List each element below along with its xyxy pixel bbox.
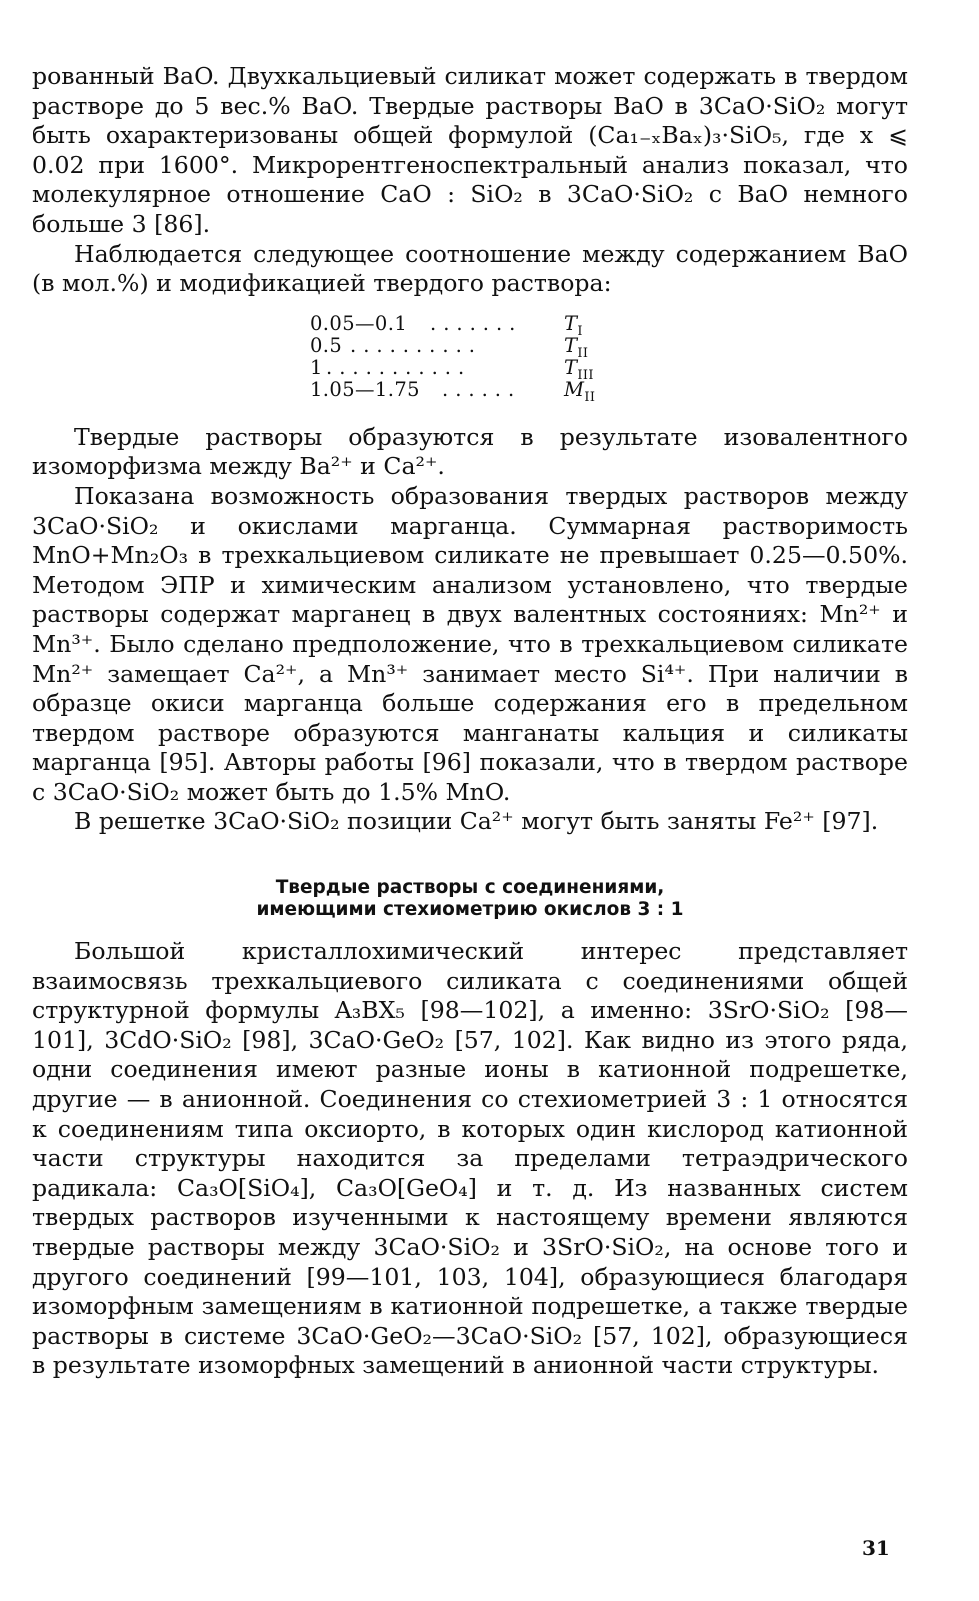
- paragraph-bao-modification-intro: Наблюдается следующее соотношение между содержанием BaO (в мол.%) и модификацией твердого раствора:: [32, 239, 908, 298]
- phase-subscript: I: [577, 323, 583, 339]
- phase-subscript: III: [577, 367, 594, 383]
- phase-subscript: II: [577, 345, 589, 361]
- bao-content-value: 0.5: [310, 333, 343, 357]
- bao-content-value: 1: [310, 355, 323, 379]
- page-body: [32, 62, 908, 1381]
- phase-letter: T: [564, 333, 578, 357]
- leader-dots: . . . . . .: [442, 378, 515, 401]
- bao-content-value: 1.05—1.75: [310, 377, 420, 401]
- leader-dots: . . . . . . . . . .: [350, 334, 476, 357]
- modification-row: [310, 311, 908, 339]
- leader-dots: . . . . . . . . . . .: [326, 356, 465, 379]
- phase-label: [564, 377, 596, 405]
- paragraph-isovalent-isomorphism: Твердые растворы образуются в результате изовалентного изоморфизма между Ba²⁺ и Ca²⁺.: [32, 422, 908, 481]
- paragraph-manganese-solubility: Показана возможность образования твердых растворов между 3CaO·SiO₂ и окислами марганца. Суммарная растворимость MnO+Mn₂O₃ в трехкальциевом силикате не превышает 0.25—0.50%. Методом ЭПР и химическим анализом установлено, что твердые растворы содержат марганец в двух валентных состояниях: Mn²⁺ и Mn³⁺. Было сделано предположение, что в трехкальциевом силикате Mn²⁺ замещает Ca²⁺, а Mn³⁺ занимает место Si⁴⁺. При наличии в образце окиси марганца больше содержания его в предельном твердом растворе образуются манганаты кальция и силикаты марганца [95]. Авторы работы [96] показали, что в твердом растворе с 3CaO·SiO₂ может быть до 1.5% MnO.: [32, 481, 908, 806]
- paragraph-a3bx5-compounds: Большой кристаллохимический интерес представляет взаимосвязь трехкальциевого силиката с соединениями общей структурной формулы A₃BX₅ [98—102], а именно: 3SrO·SiO₂ [98—101], 3CdO·SiO₂ [98], 3CaO·GeO₂ [57, 102]. Как видно из этого ряда, одни соединения имеют разные ионы в катионной подрешетке, другие — в анионной. Соединения со стехиометрией 3 : 1 относятся к соединениям типа оксиорто, в которых один кислород катионной части структуры находится за пределами тетраэдрического радикала: Ca₃O[SiO₄], Ca₃O[GeO₄] и т. д. Из названных систем твердых растворов изученными к настоящему времени являются твердые растворы между 3CaO·SiO₂ и 3SrO·SiO₂, на основе того и другого соединений [99—101, 103, 104], образующиеся благодаря изоморфным замещениям в катионной подрешетке, а также твердые растворы в системе 3CaO·GeO₂—3CaO·SiO₂ [57, 102], образующиеся в результате изоморфных замещений в анионной части структуры.: [32, 937, 908, 1380]
- page-number: 31: [862, 1536, 890, 1560]
- phase-letter: M: [564, 377, 585, 401]
- phase-label: [564, 355, 594, 383]
- phase-letter: T: [564, 355, 578, 379]
- bao-content-value: 0.05—0.1: [310, 311, 408, 335]
- phase-label: [564, 311, 583, 339]
- section-heading-line: имеющими стехиометрию окислов 3 : 1: [256, 899, 684, 921]
- section-heading-line: Твердые растворы с соединениями,: [275, 877, 665, 899]
- modification-table: [32, 311, 908, 405]
- section-heading: [32, 877, 908, 921]
- phase-subscript: II: [584, 389, 596, 405]
- paragraph-iron-substitution: В решетке 3CaO·SiO₂ позиции Ca²⁺ могут быть заняты Fe²⁺ [97].: [74, 807, 879, 836]
- modification-row: [310, 333, 908, 361]
- paragraph-bao-solubility: рованный BaO. Двухкальциевый силикат может содержать в твердом растворе до 5 вес.% BaO. Твердые растворы BaO в 3CaO·SiO₂ могут быть охарактеризованы общей формулой (Ca₁₋ₓBaₓ)₃·SiO₅, где x ⩽ 0.02 при 1600°. Микрорентгеноспектральный анализ показал, что молекулярное отношение CaO : SiO₂ в 3CaO·SiO₂ с BaO немного больше 3 [86].: [32, 62, 908, 238]
- phase-letter: T: [564, 311, 578, 335]
- modification-row: [310, 377, 908, 405]
- phase-label: [564, 333, 589, 361]
- leader-dots: . . . . . . .: [430, 312, 516, 335]
- modification-row: [310, 355, 908, 383]
